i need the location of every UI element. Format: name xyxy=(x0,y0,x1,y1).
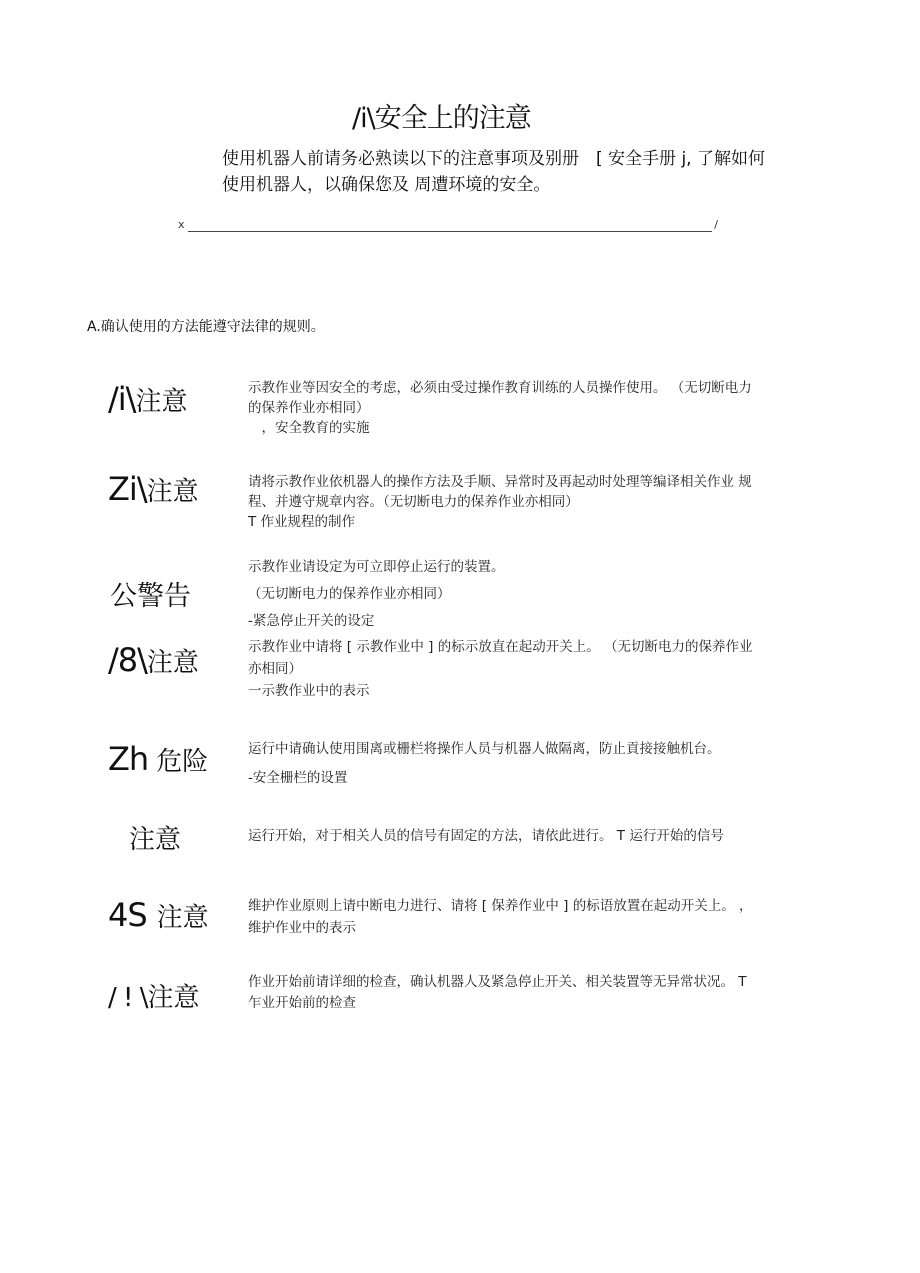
item-text xyxy=(248,895,808,939)
item-text xyxy=(248,554,808,635)
item-label xyxy=(108,977,200,1014)
intro-paragraph xyxy=(222,146,822,198)
intro-line-2: 使用机器人，以确保您及 周遭环境的安全。 xyxy=(222,175,551,195)
item-label-text: 注意 xyxy=(156,903,209,933)
item-text xyxy=(248,735,808,793)
divider-end-mark: / xyxy=(714,218,718,231)
item-label xyxy=(129,818,181,856)
page-title: /i\安全上的注意 xyxy=(352,103,531,134)
warning-symbol-icon: Zi\ xyxy=(108,470,147,508)
item-text-line: -安全栅栏的设置 xyxy=(248,770,348,786)
divider xyxy=(178,218,718,234)
item-text-line: （无切断电力的保养作业亦相同） xyxy=(248,586,451,602)
item-text-line: 亦相同） xyxy=(248,661,302,677)
item-text-line: 乍业开始前的检查 xyxy=(248,995,356,1011)
item-text xyxy=(248,826,808,846)
item-label-text: 注意 xyxy=(129,825,182,855)
item-label xyxy=(108,380,187,418)
item-label xyxy=(108,740,208,778)
item-label-text: 注意 xyxy=(146,648,199,678)
divider-line xyxy=(188,231,712,232)
item-text-line: -紧急停止开关的设定 xyxy=(248,613,375,629)
item-label xyxy=(108,896,209,934)
item-text xyxy=(248,472,808,532)
item-text-line: 维护作业中的表示 xyxy=(248,920,356,936)
item-text xyxy=(248,378,808,438)
intro-line-1: 使用机器人前请务必熟读以下的注意事项及别册 [ 安全手册 j, 了解如何 xyxy=(222,149,765,169)
item-text-line: T 作业规程的制作 xyxy=(248,514,356,530)
warning-symbol-icon: /8\ xyxy=(108,641,147,679)
item-text-line: 示教作业等因安全的考虑，必须由受过操作教育训练的人员操作使用。 （无切断电力 xyxy=(248,380,752,396)
item-text-line: 作业开始前请详细的检查，确认机器人及紧急停止开关、相关装置等无异常状况。 T xyxy=(248,974,747,990)
warning-symbol-icon: / ! \ xyxy=(108,983,148,1013)
item-label-text: 注意 xyxy=(146,477,199,507)
item-text xyxy=(248,972,808,1014)
item-text-line: ，安全教育的实施 xyxy=(248,420,370,436)
item-text-line: 的保养作业亦相同） xyxy=(248,400,370,416)
item-label-text: 警告 xyxy=(137,581,191,612)
item-text-line: 示教作业中请将 [ 示教作业中 ] 的标示放直在起动开关上。 （无切断电力的保养作业 xyxy=(248,639,753,655)
divider-start-mark: x xyxy=(178,218,185,231)
warning-symbol-icon: 4S xyxy=(108,896,147,934)
warning-symbol-icon: /i\ xyxy=(108,380,136,418)
item-label-text: 注意 xyxy=(135,387,188,417)
item-label xyxy=(108,470,199,508)
item-text-line: 程、并遵守规章内容。（无切断电力的保养作业亦相同） xyxy=(248,494,579,510)
warning-symbol-icon: 公 xyxy=(110,581,137,612)
item-label xyxy=(110,574,191,613)
item-text-line: 示教作业请设定为可立即停止运行的装置。 xyxy=(248,559,505,575)
item-text-line: 运行开始，对于相关人员的信号有固定的方法，请依此进行。 T 运行开始的信号 xyxy=(248,828,724,844)
item-text xyxy=(248,636,808,702)
section-heading: A.确认使用的方法能遵守法律的规则。 xyxy=(87,319,325,335)
item-text-line: 维护作业原则上请中断电力进行、请将 [ 保养作业中 ] 的标语放置在起动开关上。 ， xyxy=(248,898,753,914)
warning-symbol-icon: Zh xyxy=(108,740,149,778)
item-label xyxy=(108,641,199,679)
item-label-text: 危险 xyxy=(156,747,209,777)
item-label-text: 注意 xyxy=(147,983,200,1013)
item-text-line: 运行中请确认使用围离或栅栏将操作人员与机器人做隔离，防止貢接接触机台。 xyxy=(248,741,721,757)
item-text-line: 一示教作业中的表示 xyxy=(248,683,370,699)
item-text-line: 请将示教作业依机器人的操作方法及手顺、异常时及再起动时处理等编译相关作业 规 xyxy=(248,474,752,490)
